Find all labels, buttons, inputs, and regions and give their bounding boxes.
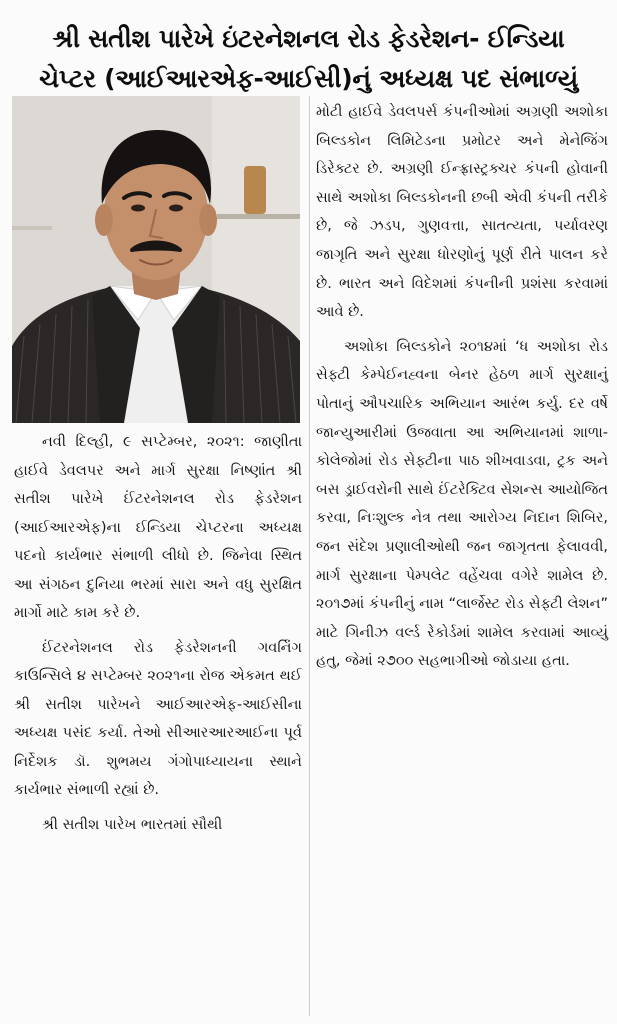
shelf-line-left [12,226,52,230]
mustache [132,243,180,251]
right-column [316,98,608,676]
shelf-line [217,214,300,219]
portrait-photo [12,96,300,423]
headline-line-2: ચેપ્ટર (આઈઆરએફ-આઈસી)નું અધ્યક્ષ પદ સંભાળ્યું [39,63,578,93]
shelf-ornament [244,166,266,214]
paragraph-company: મોટી હાઈવે ડેવલપર્સ કંપનીઓમાં અગ્રણી અશોકા બિલ્ડકોન લિમિટેડના પ્રમોટર અને મેનેજિંગ ડિરેક્ટર છે. અગ્રણી ઈન્ફ્રાસ્ટ્રક્ચર કંપની હોવાની સાથે અશોકા બિલ્ડકોનની છબી એવી કંપની તરીકે છે, જે ઝડપ, ગુણવત્તા, સાતત્યતા, પર્યાવરણ જાગૃતિ અને સુરક્ષા ધોરણોનું પૂર્ણ રીતે પાલન કરે છે. ભારત અને વિદેશમાં કંપનીની પ્રશંસા કરવામાં આવે છે. [316,104,608,321]
ear-right [199,204,217,236]
headline-line-1: શ્રી સતીશ પારેખે ઇંટરનેશનલ રોડ ફેડરેશન- ઈન્ડિયા [52,23,565,53]
ear-left [95,204,113,236]
eye-right [169,205,183,212]
portrait-illustration [12,96,300,423]
left-column [14,428,302,839]
paragraph-continued: શ્રી સતીશ પારેખ ભારતમાં સૌથી [42,816,223,833]
column-divider [309,96,310,1016]
paragraph-intro: નવી દિલ્હી, ૯ સપ્ટેમ્બર, ૨૦૨૧: જાણીતા હાઈવે ડેવલપર અને માર્ગ સુરક્ષા નિષ્ણાંત શ્રી સતીશ પારેખે ઈંટરનેશનલ રોડ ફેડરેશન (આઈઆરએફ)ના ઈન્ડિયા ચેપ્ટરના અધ્યક્ષ પદનો કાર્યભાર સંભાળી લીધો છે. જિનેવા સ્થિત આ સંગઠન દુનિયા ભરમાં સારા અને વધુ સુરક્ષિત માર્ગો માટે કામ કરે છે. [14,434,302,621]
headline [6,19,611,105]
paragraph-campaign: અશોકા બિલ્ડકોને ૨૦૧૪માં ‘ધ અશોકા રોડ સેફ્ટી કેમ્પેઈનહ્વના બેનર હેઠળ માર્ગ સુરક્ષાનું પોતાનું ઔપચારિક અભિયાન આરંભ કર્યુ. દર વર્ષે જાન્યુઆરીમાં ઉજવાતા આ અભિયાનમાં શાળા-કોલેજોમાં રોડ સેફ્ટીના પાઠ શીખવાડવા, ટ્રક અને બસ ડ્રાઈવરોની સાથે ઈંટરેક્ટિવ સેશન્સ આયોજિત કરવા, નિઃશુલ્ક નેત્ર તથા આરોગ્ય નિદાન શિબિર, જન સંદેશ પ્રણાલીઓથી જન જાગૃતતા ફેલાવવી, માર્ગ સુરક્ષાના પેમ્પલેટ વહેંચવા વગેરે શામેલ છે. ૨૦૧૭માં કંપનીનું નામ “લાર્જેસ્ટ રોડ સેફ્ટી લેશન” માટે ગિનીઝ વર્લ્ડ રેકોર્ડમાં શામેલ કરવામાં આવ્યું હતુ, જેમાં ૨૭૦૦ સહભાગીઓ જોડાયા હતા. [316,338,608,670]
paragraph-council: ઈંટરનેશનલ રોડ ફેડરેશનની ગવર્નિંગ કાઉન્સિલે ૪ સપ્ટેમ્બર ૨૦૨૧ના રોજ એકમત થઈ શ્રી સતીશ પારેખને આઈઆરએફ-આઈસીના અધ્યક્ષ પસંદ કર્યા. તેઓ સીઆરઆરઆઈના પૂર્વ નિર્દેશક ડૉ. શુભમય ગંગોપાધ્યાયના સ્થાને કાર્યભાર સંભાળી રહ્યાં છે. [14,639,302,798]
eye-left [131,205,145,212]
